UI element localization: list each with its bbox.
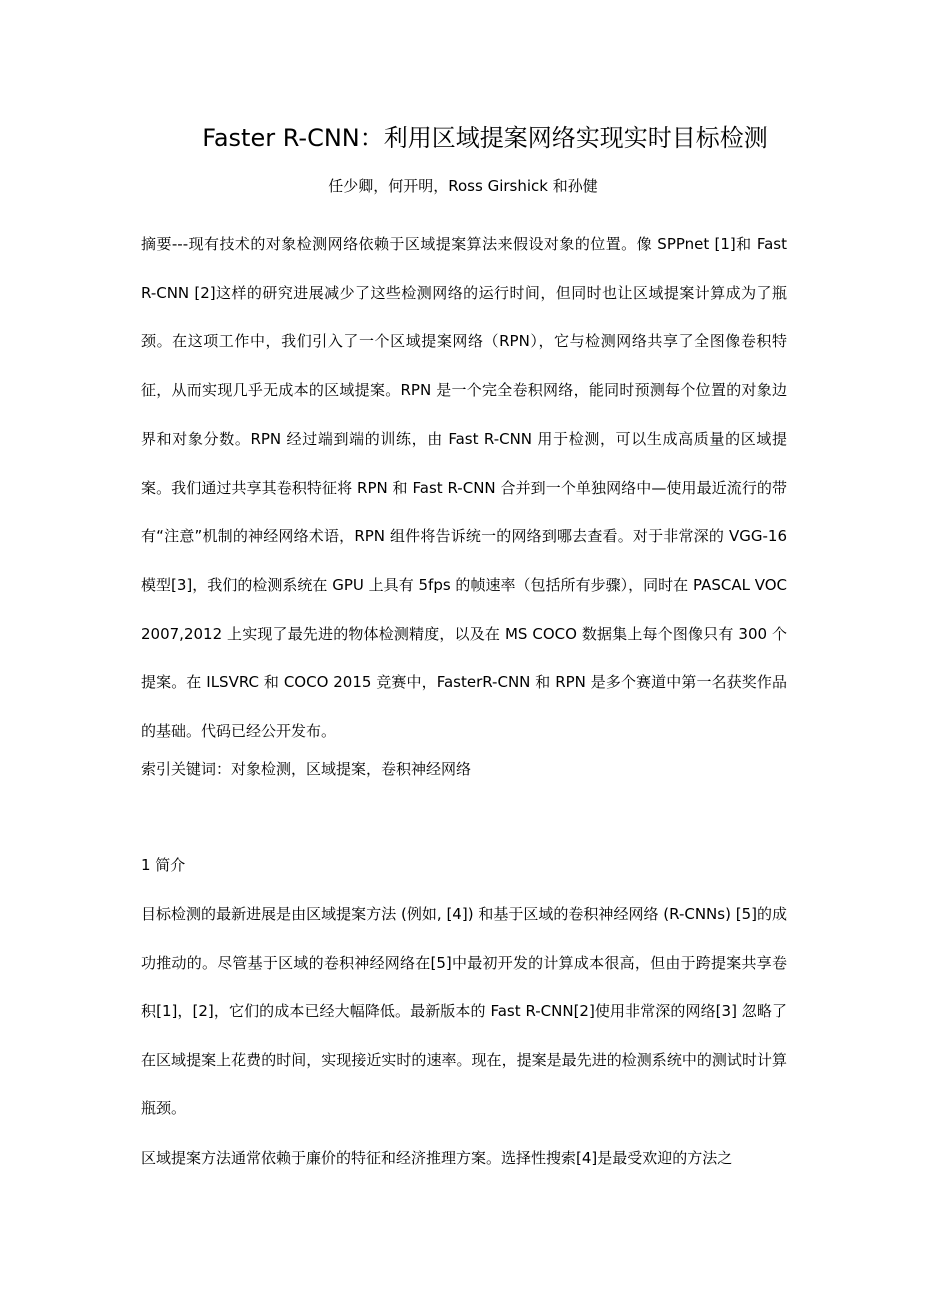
paper-authors: 任少卿，何开明，Ross Girshick 和孙健 [328,177,598,195]
introduction-paragraph-1: 目标检测的最新进展是由区域提案方法 (例如, [4]) 和基于区域的卷积神经网络 (R-CNNs) [5]的成功推动的。尽管基于区域的卷积神经网络在[5]中最初开发的计算成本很高，但由于跨提案共享卷积[1]，[2]，它们的成本已经大幅降低。最新版本的 Fast R-CNN[2]使用非常深的网络[3] 忽略了在区域提案上花费的时间，实现接近实时的速率。现在，提案是最先进的检测系统中的测试时计算瓶颈。 [141,905,787,1117]
abstract-paragraph: 摘要---现有技术的对象检测网络依赖于区域提案算法来假设对象的位置。像 SPPnet [1]和 Fast R-CNN [2]这样的研究进展减少了这些检测网络的运行时间，但同时也让区域提案计算成为了瓶颈。在这项工作中，我们引入了一个区域提案网络（RPN），它与检测网络共享了全图像卷积特征，从而实现几乎无成本的区域提案。RPN 是一个完全卷积网络，能同时预测每个位置的对象边界和对象分数。RPN 经过端到端的训练，由 Fast R-CNN 用于检测，可以生成高质量的区域提案。我们通过共享其卷积特征将 RPN 和 Fast R-CNN 合并到一个单独网络中—使用最近流行的带有“注意”机制的神经网络术语，RPN 组件将告诉统一的网络到哪去查看。对于非常深的 VGG-16 模型[3]，我们的检测系统在 GPU 上具有 5fps 的帧速率（包括所有步骤），同时在 PASCAL VOC 2007,2012 上实现了最先进的物体检测精度，以及在 MS COCO 数据集上每个图像只有 300 个提案。在 ILSVRC 和 COCO 2015 竞赛中，FasterR-CNN 和 RPN 是多个赛道中第一名获奖作品的基础。代码已经公开发布。 [141,235,787,741]
paper-title: Faster R-CNN：利用区域提案网络实现实时目标检测 [202,124,768,152]
section-heading-introduction: 1 简介 [141,856,186,874]
introduction-paragraph-2: 区域提案方法通常依赖于廉价的特征和经济推理方案。选择性搜索[4]是最受欢迎的方法之 [141,1149,733,1167]
index-keywords: 索引关键词：对象检测，区域提案，卷积神经网络 [141,760,472,778]
